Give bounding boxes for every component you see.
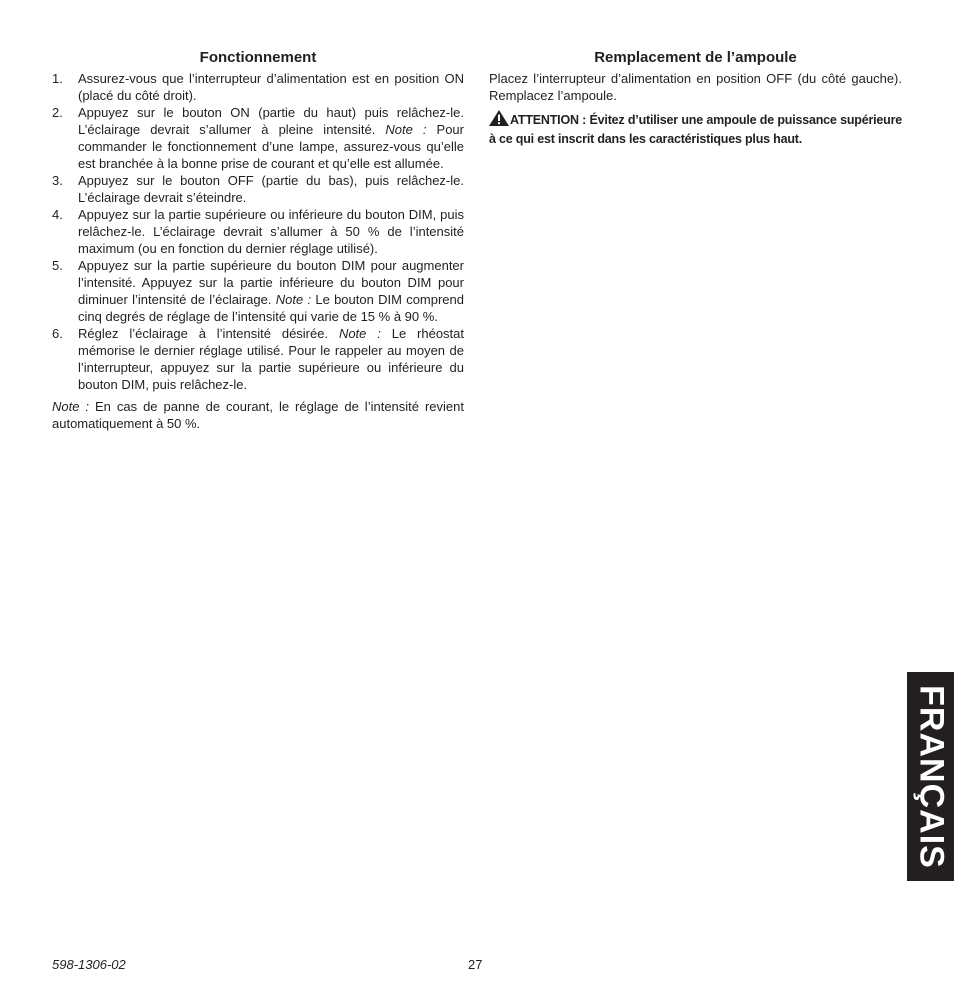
bulb-replacement-heading: Remplacement de l’ampoule [594, 49, 797, 66]
page-number: 27 [468, 957, 483, 972]
note-label: Note : [338, 326, 381, 341]
warning-triangle-icon [489, 110, 509, 131]
language-tab-label: FRANÇAIS [912, 684, 950, 869]
note-label: Note : [385, 122, 427, 137]
step-3 [52, 172, 464, 206]
step-5 [52, 257, 464, 325]
document-number: 598-1306-02 [52, 957, 126, 972]
warning-text [489, 110, 902, 148]
step-4 [52, 206, 464, 257]
step-text: Appuyez sur la partie supérieure ou inférieure du bouton DIM, puis relâchez-le. L’éclairage devrait s’allumer à 50 % de l’intensité maximum (ou en fonction du dernier réglage utilisé). [78, 207, 464, 256]
operation-steps [52, 70, 464, 393]
step-text: Appuyez sur le bouton OFF (partie du bas), puis relâchez-le. L’éclairage devrait s’éteindre. [78, 173, 464, 205]
step-number: 4. [52, 207, 63, 222]
note-label: Note : [52, 399, 90, 414]
operation-section [52, 48, 464, 432]
language-side-tab [907, 672, 954, 881]
step-2 [52, 104, 464, 172]
note-text: En cas de panne de courant, le réglage de l’intensité revient automatiquement à 50 %. [52, 399, 464, 431]
step-text: Assurez-vous que l’interrupteur d’alimentation est en position ON (placé du côté droit). [78, 71, 464, 103]
step-note-text: Le rhéostat mémorise le dernier réglage utilisé. Pour le rappeler au moyen de l’interrupteur, appuyez sur la partie supérieure ou inférieure du bouton DIM, puis relâchez-le. [78, 326, 465, 392]
bulb-replacement-text: Placez l’interrupteur d’alimentation en position OFF (du côté gauche). Remplacez l’ampoule. [489, 71, 902, 103]
step-text: Réglez l’éclairage à l’intensité désirée. [78, 326, 339, 341]
step-6 [52, 325, 464, 393]
bulb-replacement-section [489, 48, 902, 148]
step-number: 5. [52, 258, 63, 273]
step-text: Appuyez sur le bouton ON (partie du haut) puis relâchez-le. L’éclairage devrait s’allumer à pleine intensité. [78, 105, 464, 137]
step-number: 1. [52, 71, 63, 86]
step-text: Appuyez sur la partie supérieure du bouton DIM pour augmenter l’intensité. Appuyez sur la partie inférieure du bouton DIM pour diminuer l’intensité de l’éclairage. [78, 258, 464, 307]
step-note-text: Pour commander le fonctionnement d’une lampe, assurez-vous qu’elle est branchée à la bonne prise de courant et qu’elle est allumée. [78, 122, 464, 171]
step-number: 2. [52, 105, 63, 120]
operation-heading: Fonctionnement [199, 49, 317, 66]
step-note-text: Le bouton DIM comprend cinq degrés de réglage de l’intensité qui varie de 15 % à 90 %. [78, 292, 465, 324]
power-failure-note [52, 398, 464, 432]
step-number: 3. [52, 173, 63, 188]
step-number: 6. [52, 326, 63, 341]
note-label: Note : [275, 292, 312, 307]
warning-message: ATTENTION : Évitez d’utiliser une ampoule de puissance supérieure à ce qui est inscrit dans les caractéristiques plus haut. [489, 113, 902, 146]
step-1 [52, 70, 464, 104]
